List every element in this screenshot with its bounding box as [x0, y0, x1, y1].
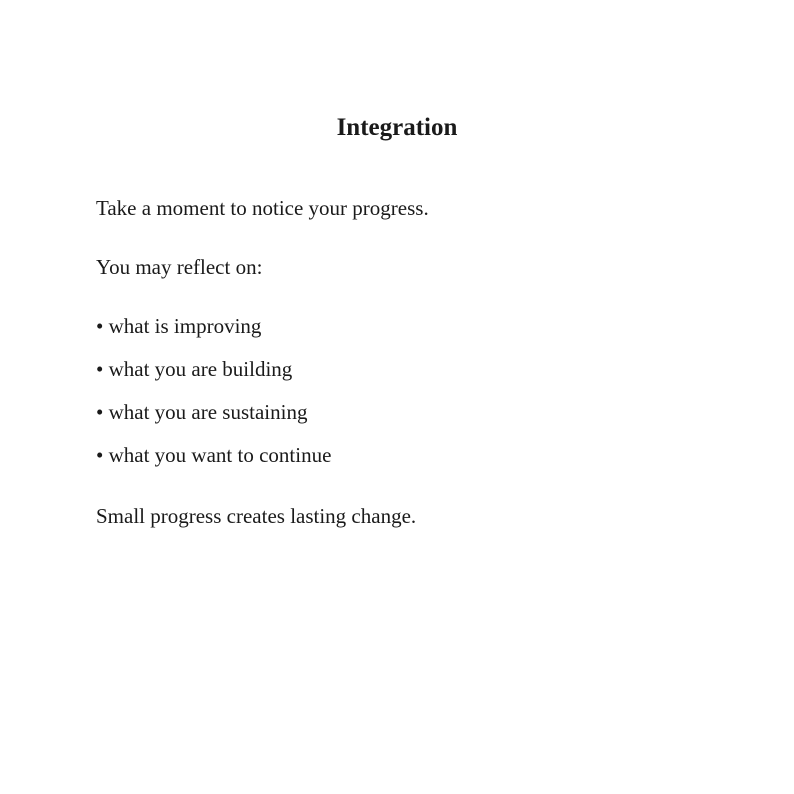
list-item: • what you are building	[96, 357, 293, 381]
list-item: • what is improving	[96, 314, 262, 338]
reflection-prompt: You may reflect on:	[96, 255, 263, 279]
intro-paragraph: Take a moment to notice your progress.	[96, 196, 429, 220]
page-title: Integration	[336, 114, 458, 141]
list-item: • what you want to continue	[96, 443, 332, 467]
reflection-list	[96, 312, 331, 484]
closing-paragraph: Small progress creates lasting change.	[96, 504, 417, 528]
list-item: • what you are sustaining	[96, 400, 308, 424]
